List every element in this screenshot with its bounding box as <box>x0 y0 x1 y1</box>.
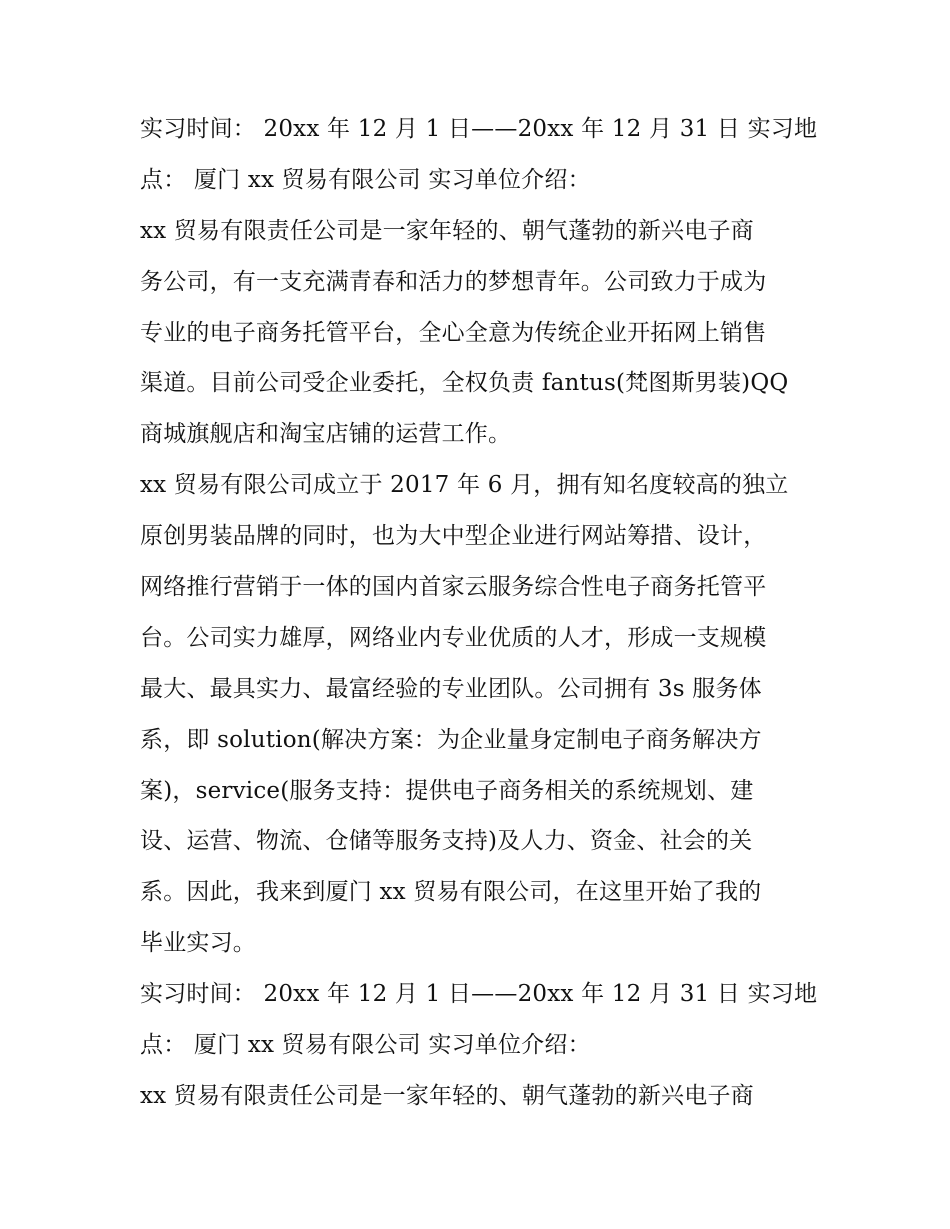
document-body <box>140 104 820 1122</box>
text-line: xx 贸易有限责任公司是一家年轻的、朝气蓬勃的新兴电子商 <box>140 217 754 244</box>
text-line: 原创男装品牌的同时，也为大中型企业进行网站筹措、设计， <box>140 523 767 550</box>
text-line: 网络推行营销于一体的国内首家云服务综合性电子商务托管平 <box>140 574 767 601</box>
text-line: 专业的电子商务托管平台，全心全意为传统企业开拓网上销售 <box>140 319 767 346</box>
text-line: 系。因此，我来到厦门 xx 贸易有限公司，在这里开始了我的 <box>140 879 762 906</box>
text-line: 渠道。目前公司受企业委托，全权负责 fantus(梵图斯男装)QQ <box>140 370 789 397</box>
text-line: 台。公司实力雄厚，网络业内专业优质的人才，形成一支规模 <box>140 624 767 651</box>
text-line: 毕业实习。 <box>140 930 256 957</box>
text-line: 点： 厦门 xx 贸易有限公司 实习单位介绍： <box>140 166 591 193</box>
text-line: xx 贸易有限公司成立于 2017 年 6 月，拥有知名度较高的独立 <box>140 472 789 499</box>
text-line: 商城旗舰店和淘宝店铺的运营工作。 <box>140 421 512 448</box>
text-line: 最大、最具实力、最富经验的专业团队。公司拥有 3s 服务体 <box>140 675 762 702</box>
text-line: 实习时间： 20xx 年 12 月 1 日——20xx 年 12 月 31 日 实习地 <box>140 981 818 1008</box>
text-line: 设、运营、物流、仓储等服务支持)及人力、资金、社会的关 <box>140 828 753 855</box>
text-line: 系，即 solution(解决方案：为企业量身定制电子商务解决方 <box>140 726 762 753</box>
text-line: 实习时间： 20xx 年 12 月 1 日——20xx 年 12 月 31 日 实习地 <box>140 116 818 142</box>
text-line: 务公司，有一支充满青春和活力的梦想青年。公司致力于成为 <box>140 268 767 295</box>
text-line: 案)，service(服务支持：提供电子商务相关的系统规划、建 <box>140 777 754 804</box>
text-line: 点： 厦门 xx 贸易有限公司 实习单位介绍： <box>140 1032 591 1059</box>
text-line: xx 贸易有限责任公司是一家年轻的、朝气蓬勃的新兴电子商 <box>140 1082 754 1109</box>
